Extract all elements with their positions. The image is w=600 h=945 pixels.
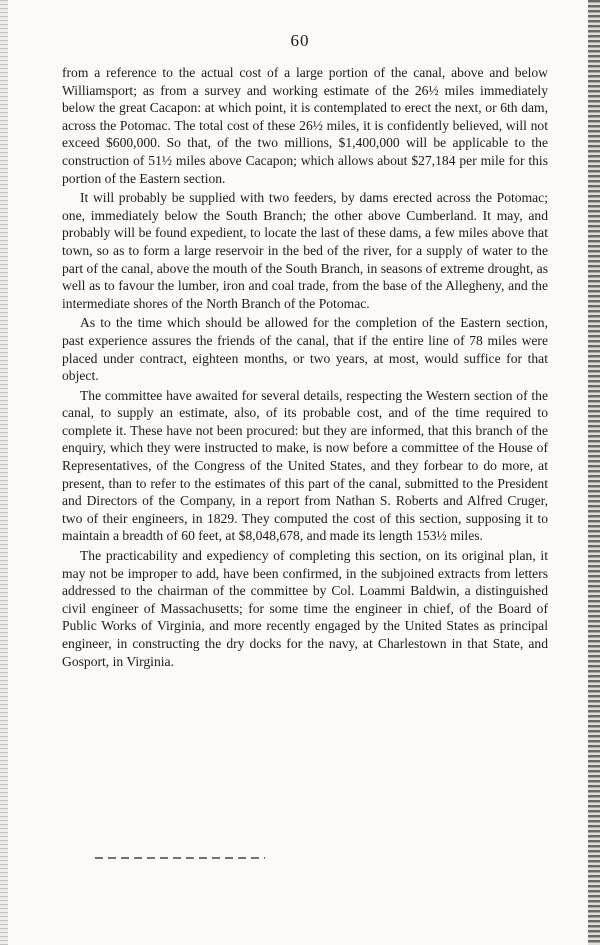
page-number: 60 (290, 31, 310, 50)
paragraph-4: The committee have awaited for several details, respecting the Western section of the canal, to supply an estimate, also, of its probable cost, and of the time required to complete it. These have not been procured: but they are informed, that this branch of the enquiry, which they were instructed to make, is now before a committee of the House of Representatives, of the Congress of the United States, and they forbear to do more, at present, than to refer to the estimates of this part of the canal, submitted to the President and Directors of the Company, in a report from Nathan S. Roberts and Alfred Cruger, two of their engineers, in 1829. They computed the cost of this section, supposing it to maintain a breadth of 60 feet, at $8,048,678, and made its length 153½ miles. (62, 387, 548, 544)
paragraph-3: As to the time which should be allowed for the completion of the Eastern section, past experience assures the friends of the canal, that if the entire line of 78 miles were placed under contract, eighteen months, or two years, at most, would suffice for that object. (62, 315, 548, 384)
scan-binding-edge (588, 0, 600, 945)
footer-rule (95, 857, 265, 859)
body-text (62, 64, 548, 672)
paragraph-1: from a reference to the actual cost of a large portion of the canal, above and below Williamsport; as from a survey and working estimate of the 26½ miles immediately below the great Cacapon: at which point, it is contemplated to erect the next, or 6th dam, across the Potomac. The total cost of these 26½ miles, it is confidently believed, will not exceed $600,000. So that, of the two millions, $1,400,000 will be applicable to the construction of 51½ miles above Cacapon; which allows about $27,184 per mile for this portion of the Eastern section. (62, 65, 548, 186)
paragraph-2: It will probably be supplied with two feeders, by dams erected across the Potomac; one, immediately below the South Branch; the other above Cumberland. It may, and probably will be found expedient, to locate the last of these dams, a few miles above that town, so as to form a large reservoir in the bed of the river, for a supply of water to the part of the canal, above the mouth of the South Branch, in seasons of extreme drought, as well as to favour the lumber, iron and coal trade, from the base of the Allegheny, and the intermediate shores of the North Branch of the Potomac. (62, 190, 548, 311)
scan-left-edge (0, 0, 8, 945)
paragraph-5: The practicability and expediency of completing this section, on its original plan, it may not be improper to add, have been confirmed, in the subjoined extracts from letters addressed to the chairman of the committee by Col. Loammi Baldwin, a distinguished civil engineer of Massachusetts; for some time the engineer in chief, of the Board of Public Works of Virginia, and more recently engaged by the United States as principal engineer, in constructing the dry docks for the navy, at Charlestown in that State, and Gosport, in Virginia. (62, 548, 548, 669)
